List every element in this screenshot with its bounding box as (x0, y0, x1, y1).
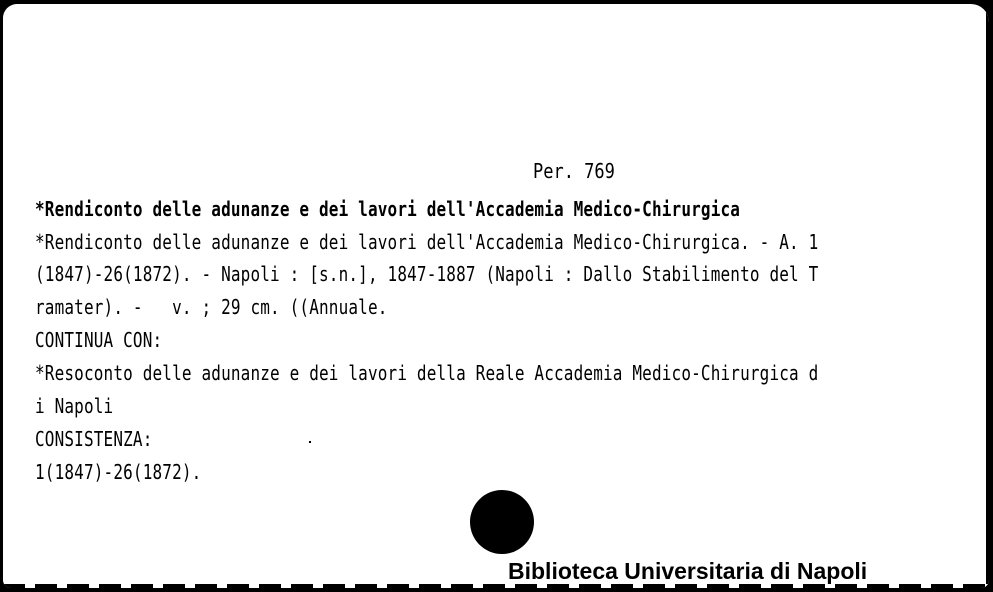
stray-dot (309, 441, 311, 443)
description-line-1: *Rendiconto delle adunanze e dei lavori dell'Accademia Medico-Chirurgica. - A. 1 (35, 230, 819, 254)
description-line-3: ramater). - v. ; 29 cm. ((Annuale. (35, 295, 388, 319)
continues-line-2: i Napoli (35, 394, 114, 418)
holdings-label: CONSISTENZA: (35, 427, 153, 451)
library-name: Biblioteca Universitaria di Napoli (508, 558, 868, 584)
catalog-card (3, 4, 989, 588)
continues-line-1: *Resoconto delle adunanze e dei lavori della Reale Accademia Medico-Chirurgica d (35, 361, 819, 385)
punch-hole (470, 490, 534, 554)
continues-label: CONTINUA CON: (35, 328, 163, 352)
title-heading: *Rendiconto delle adunanze e dei lavori dell'Accademia Medico-Chirurgica (35, 197, 741, 221)
holdings-value: 1(1847)-26(1872). (35, 460, 202, 484)
card-bottom-edge (3, 584, 989, 588)
card-right-edge (986, 4, 989, 588)
description-line-2: (1847)-26(1872). - Napoli : [s.n.], 1847-1887 (Napoli : Dallo Stabilimento del T (35, 262, 819, 286)
shelfmark: Per. 769 (533, 159, 615, 183)
